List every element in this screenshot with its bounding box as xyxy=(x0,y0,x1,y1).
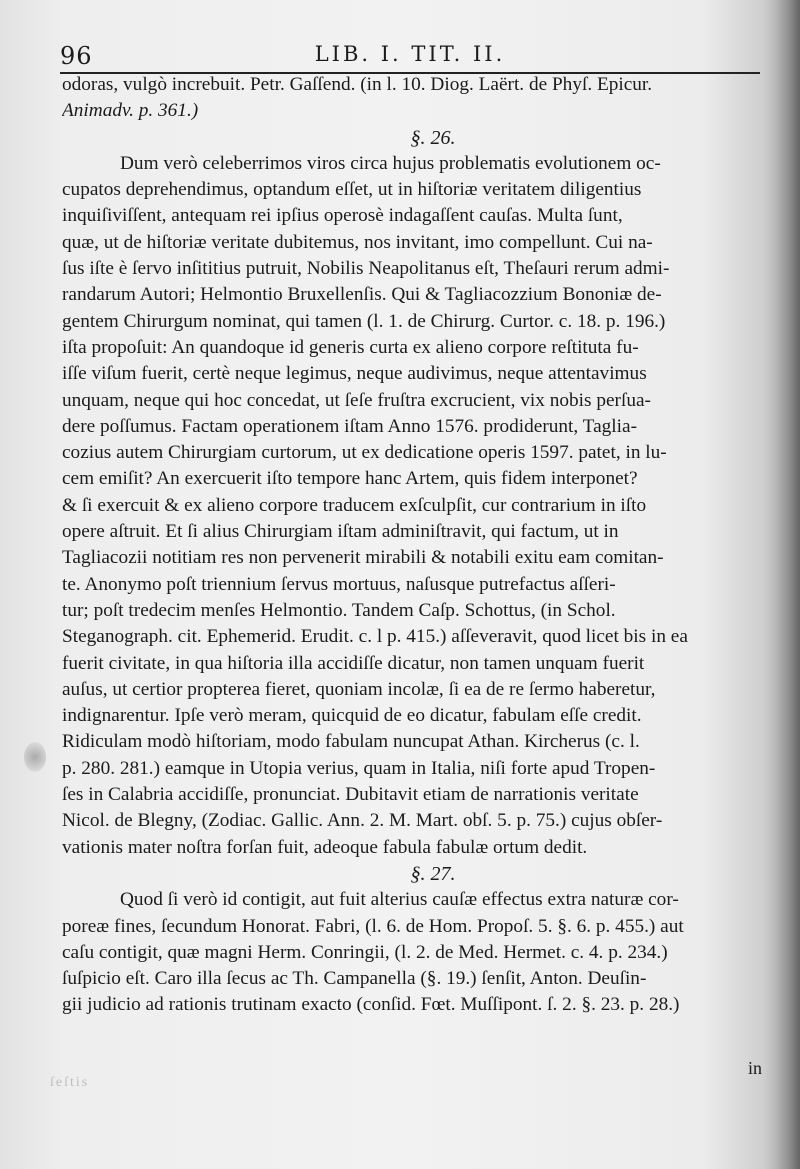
text-line: opere aſtruit. Et ſi alius Chirurgiam iſtam adminiſtravit, qui factum, ut in xyxy=(62,521,619,543)
text-line: te. Anonymo poſt triennium ſervus mortuus, naſusque putrefactus aſſeri- xyxy=(62,573,616,595)
text-line: randarum Autori; Helmontio Bruxellenſis. Qui & Tagliacozzium Bononiæ de- xyxy=(62,284,662,306)
text-line: poreæ fines, ſecundum Honorat. Fabri, (l. 6. de Hom. Propoſ. 5. §. 6. p. 455.) aut xyxy=(62,915,684,937)
text-line: inquiſiviſſent, antequam rei ipſius operosè indagaſſent cauſas. Multa ſunt, xyxy=(62,205,623,227)
text-line: tur; poſt tredecim menſes Helmontio. Tandem Caſp. Schottus, (in Schol. xyxy=(62,599,616,621)
text-line: Animadv. p. 361.) xyxy=(62,100,199,122)
spine-shadow xyxy=(764,0,800,1169)
text-line: Steganograph. cit. Ephemerid. Erudit. c. l p. 415.) aſſeveravit, quod licet bis in ea xyxy=(62,626,688,648)
text-line: ſes in Calabria accidiſſe, pronunciat. Dubitavit etiam de narrationis veritate xyxy=(62,784,639,806)
section-heading: §. 26. xyxy=(410,126,456,149)
text-line: indignarentur. Ipſe verò meram, quicquid de eo dicatur, fabulam eſſe credit. xyxy=(62,705,642,727)
text-line: gentem Chirurgum nominat, qui tamen (l. 1. de Chirurg. Curtor. c. 18. p. 196.) xyxy=(62,310,666,332)
text-line: fuerit civitate, in qua hiſtoria illa accidiſſe dicatur, non tamen unquam fuerit xyxy=(62,652,645,674)
text-line: iſta propoſuit: An quandoque id generis curta ex alieno corpore reſtituta fu- xyxy=(62,336,639,358)
text-line: unquam, neque qui hoc concedat, ut ſeſe fruſtra excrucient, vix nobis perſua- xyxy=(62,389,651,411)
text-line: Dum verò celeberrimos viros circa hujus problematis evolutionem oc- xyxy=(120,152,661,174)
text-line: quæ, ut de hiſtoriæ veritate dubitemus, nos invitant, imo compellunt. Cui na- xyxy=(62,231,653,253)
text-line: Tagliacozii notitiam res non pervenerit mirabili & notabili exitu eam comitan- xyxy=(62,547,664,569)
text-line: vationis mater noſtra forſan fuit, adeoque fabula fabulæ ortum dedit. xyxy=(62,836,588,858)
page-number: 96 xyxy=(60,42,93,70)
bleed-through-text: ſeſtis xyxy=(50,1075,90,1090)
text-line: iſſe viſum fuerit, certè neque legimus, neque audivimus, neque attentavimus xyxy=(62,363,647,385)
text-line: auſus, ut certior propterea fieret, quoniam incolæ, ſi ea de re ſermo haberetur, xyxy=(62,678,656,700)
text-line: ſus iſte è ſervo inſititius putruit, Nobilis Neapolitanus eſt, Theſauri rerum admi- xyxy=(62,258,670,280)
section-heading: §. 27. xyxy=(410,862,456,885)
text-line: & ſi exercuit & ex alieno corpore traducem exſculpſit, cur contrarium in iſto xyxy=(62,494,647,516)
text-line: Ridiculam modò hiſtoriam, modo fabulam nuncupat Athan. Kircherus (c. l. xyxy=(62,731,640,753)
catchword: in xyxy=(748,1058,763,1078)
text-line: Nicol. de Blegny, (Zodiac. Gallic. Ann. 2. M. Mart. obſ. 5. p. 75.) cujus obſer- xyxy=(62,810,663,832)
text-line: dere poſſumus. Factam operationem iſtam Anno 1576. prodiderunt, Taglia- xyxy=(62,415,637,437)
text-line: gii judicio ad rationis trutinam exacto (conſid. Fœt. Muſſipont. ſ. 2. §. 23. p. 28.) xyxy=(62,994,680,1016)
text-line: cupatos deprehendimus, optandum eſſet, ut in hiſtoriæ veritatem diligentius xyxy=(62,179,642,201)
text-line: ſuſpicio eſt. Caro illa ſecus ac Th. Campanella (§. 19.) ſenſit, Anton. Deuſin- xyxy=(62,968,647,990)
text-line: p. 280. 281.) eamque in Utopia verius, quam in Italia, niſi forte apud Tropen- xyxy=(62,757,656,779)
text-line: odoras, vulgò increbuit. Petr. Gaſſend. (in l. 10. Diog. Laërt. de Phyſ. Epicur. xyxy=(62,74,653,95)
ink-smudge xyxy=(24,742,46,772)
text-line: cozius autem Chirurgiam curtorum, ut ex dedicatione operis 1597. patet, in lu- xyxy=(62,442,667,464)
page-header xyxy=(60,38,760,74)
running-head: LIB. I. TIT. II. xyxy=(314,42,506,66)
text-line: Quod ſi verò id contigit, aut fuit alterius cauſæ effectus extra naturæ cor- xyxy=(120,889,679,911)
text-line: caſu contigit, quæ magni Herm. Conringii, (l. 2. de Med. Hermet. c. 4. p. 234.) xyxy=(62,941,668,963)
body-text xyxy=(62,72,764,1019)
text-line: cem emiſit? An exercuerit iſto tempore hanc Artem, quis fidem interponet? xyxy=(62,468,638,490)
